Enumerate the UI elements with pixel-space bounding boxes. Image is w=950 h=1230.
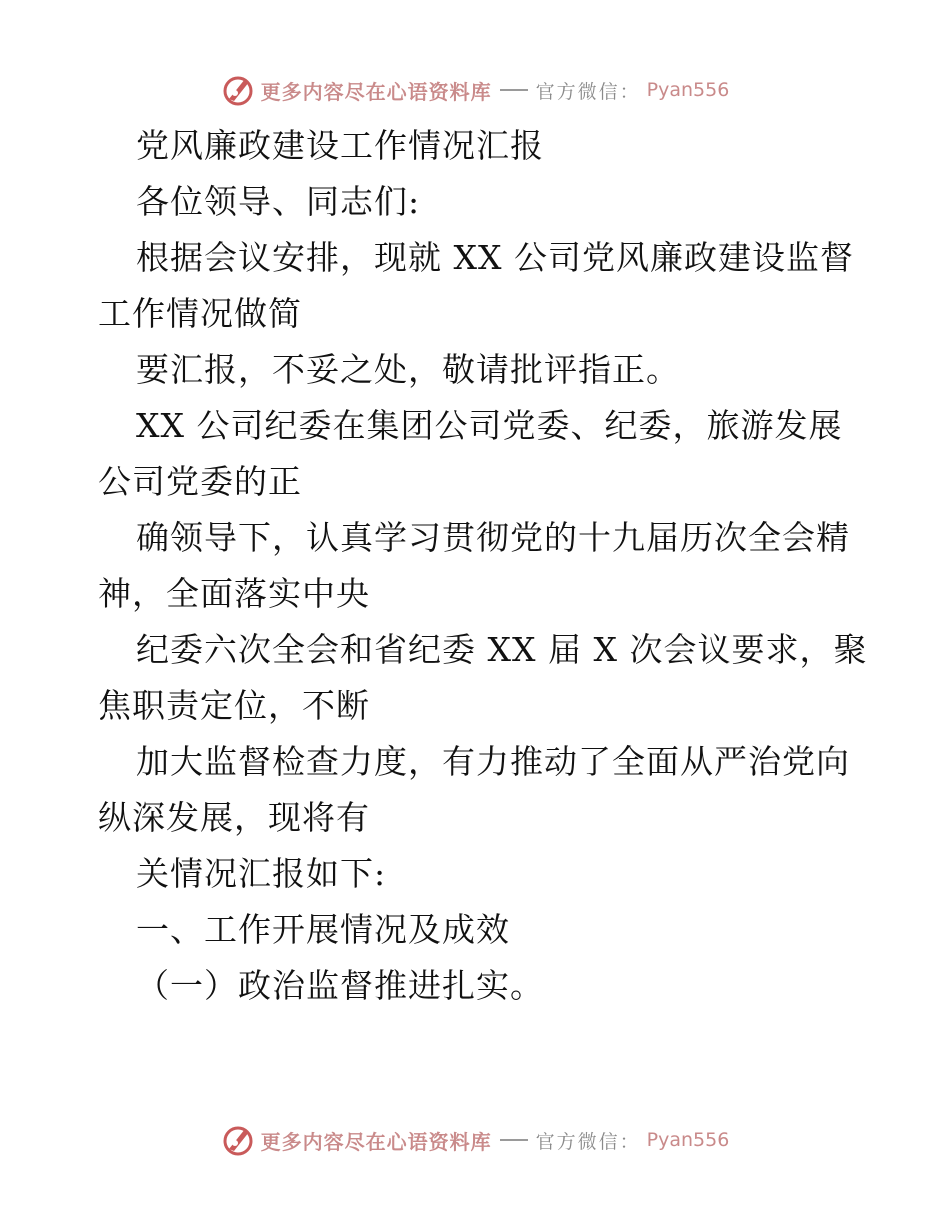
subsection-heading: （一）政治监督推进扎实。 bbox=[136, 966, 544, 1005]
quill-logo-icon bbox=[221, 73, 255, 107]
watermark-label: 官方微信： bbox=[535, 1130, 641, 1153]
paragraph-line: 加大监督检查力度，有力推动了全面从严治党向 bbox=[136, 742, 850, 781]
watermark-wechat-id: Pyan556 bbox=[646, 79, 730, 101]
paragraph-line: 焦职责定位，不断 bbox=[98, 686, 370, 725]
section-heading: 一、工作开展情况及成效 bbox=[136, 910, 510, 949]
watermark-dash bbox=[500, 89, 528, 91]
paragraph-line: 纵深发展，现将有 bbox=[98, 798, 370, 837]
paragraph-line: 工作情况做简 bbox=[98, 294, 302, 333]
watermark-label: 官方微信： bbox=[535, 80, 641, 103]
watermark-site-text: 更多内容尽在心语资料库 bbox=[260, 79, 492, 104]
paragraph-line: 公司党委的正 bbox=[98, 462, 302, 501]
paragraph-line: 要汇报，不妥之处，敬请批评指正。 bbox=[136, 350, 680, 389]
paragraph-line: 根据会议安排，现就 XX 公司党风廉政建设监督 bbox=[136, 238, 854, 277]
header-watermark bbox=[0, 70, 950, 110]
paragraph-line: 神，全面落实中央 bbox=[98, 574, 370, 613]
paragraph-line: XX 公司纪委在集团公司党委、纪委，旅游发展 bbox=[136, 406, 843, 445]
document-title: 党风廉政建设工作情况汇报 bbox=[136, 126, 544, 165]
salutation: 各位领导、同志们: bbox=[136, 182, 421, 221]
watermark-dash bbox=[500, 1139, 528, 1141]
paragraph-line: 关情况汇报如下: bbox=[136, 854, 387, 893]
document-body bbox=[98, 118, 868, 1014]
paragraph-line: 纪委六次全会和省纪委 XX 届 X 次会议要求，聚 bbox=[136, 630, 868, 669]
watermark-site-text: 更多内容尽在心语资料库 bbox=[260, 1129, 492, 1154]
paragraph-line: 确领导下，认真学习贯彻党的十九届历次全会精 bbox=[136, 518, 850, 557]
footer-watermark bbox=[0, 1120, 950, 1160]
quill-logo-icon bbox=[221, 1123, 255, 1157]
watermark-wechat-id: Pyan556 bbox=[646, 1129, 730, 1151]
